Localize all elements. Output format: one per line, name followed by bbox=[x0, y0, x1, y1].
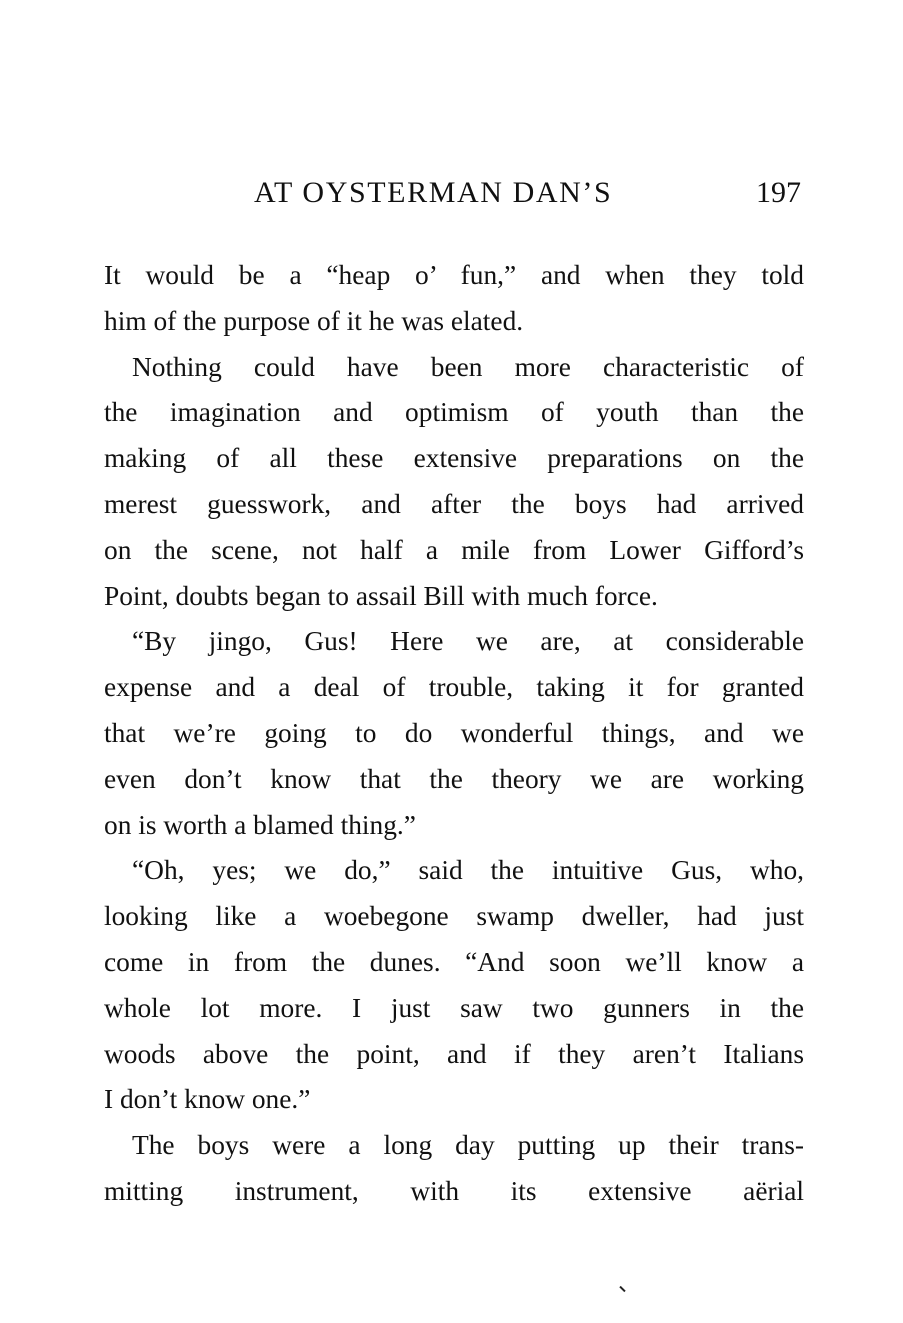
text-line: I don’t know one.” bbox=[104, 1084, 311, 1115]
text-line: expense and a deal of trouble, taking it for granted bbox=[104, 672, 804, 703]
text-line: woods above the point, and if they aren’t Italians bbox=[104, 1038, 804, 1069]
text-line: on the scene, not half a mile from Lower Gifford’s bbox=[104, 534, 804, 565]
text-line: that we’re going to do wonderful things, and we bbox=[104, 717, 804, 748]
text-line: The boys were a long day putting up their trans- bbox=[132, 1130, 804, 1161]
text-line: him of the purpose of it he was elated. bbox=[104, 305, 524, 336]
text-line: on is worth a blamed thing.” bbox=[104, 809, 416, 840]
page-header bbox=[104, 176, 801, 216]
text-line: “By jingo, Gus! Here we are, at considerable bbox=[132, 626, 804, 657]
text-line: mitting instrument, with its extensive aërial bbox=[104, 1175, 804, 1206]
text-line: making of all these extensive preparations on the bbox=[104, 443, 804, 474]
text-line: whole lot more. I just saw two gunners in the bbox=[104, 992, 804, 1023]
text-line: Point, doubts began to assail Bill with much force. bbox=[104, 580, 658, 611]
text-line: come in from the dunes. “And soon we’ll know a bbox=[104, 946, 804, 977]
body-text bbox=[104, 253, 804, 1215]
page-number: 197 bbox=[756, 176, 801, 209]
text-line: merest guesswork, and after the boys had arrived bbox=[104, 488, 804, 519]
text-line: Nothing could have been more characteristic of bbox=[132, 351, 804, 382]
text-line: the imagination and optimism of youth than the bbox=[104, 397, 804, 428]
text-line: “Oh, yes; we do,” said the intuitive Gus, who, bbox=[132, 855, 804, 886]
running-title: AT OYSTERMAN DAN’S bbox=[254, 176, 613, 209]
stray-print-mark bbox=[619, 1286, 625, 1292]
text-line: looking like a woebegone swamp dweller, had just bbox=[104, 901, 804, 932]
text-line: even don’t know that the theory we are working bbox=[104, 763, 804, 794]
text-line: It would be a “heap o’ fun,” and when they told bbox=[104, 260, 804, 290]
